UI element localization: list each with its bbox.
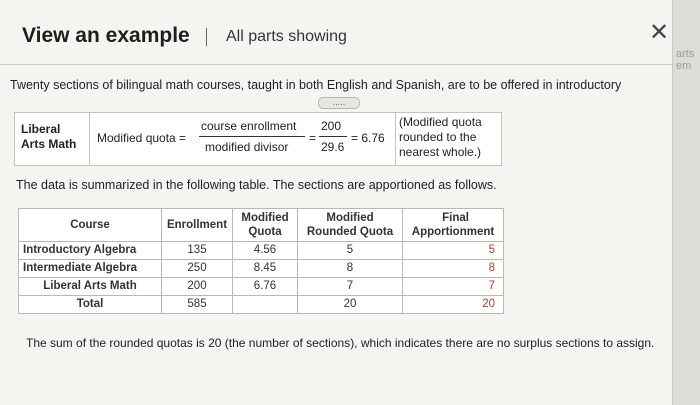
cell-final: 7 <box>403 278 504 296</box>
header-final-line-2: Apportionment <box>411 226 495 238</box>
cell-final: 5 <box>403 242 504 260</box>
cell-quota: 4.56 <box>233 242 298 260</box>
cell-rounded: 8 <box>298 260 403 278</box>
cell-total-enrollment: 585 <box>162 296 233 314</box>
dialog-title: View an example <box>22 24 190 47</box>
cell-course: Introductory Algebra <box>19 242 162 260</box>
cell-quota: 8.45 <box>233 260 298 278</box>
cell-total-rounded: 20 <box>298 296 403 314</box>
quota-course-line-2: Arts Math <box>21 137 77 151</box>
table-total-row <box>19 296 504 314</box>
cell-course: Liberal Arts Math <box>19 278 162 296</box>
peek-line-1: arts <box>676 48 695 60</box>
rounding-note <box>399 115 482 160</box>
note-col-divider <box>395 113 396 165</box>
header-modified-quota-line-1: Modified <box>241 212 289 224</box>
cell-total-final: 20 <box>403 296 504 314</box>
quota-denominator-value: 29.6 <box>321 140 345 154</box>
expand-button[interactable]: ..... <box>318 97 360 109</box>
rounding-note-line-2: rounded to the <box>399 130 477 144</box>
intro-text: Twenty sections of bilingual math courses, taught in both English and Spanish, are to be offered in introductory <box>10 78 622 92</box>
background-peek-text <box>676 48 700 88</box>
table-row <box>19 260 504 278</box>
header-rounded-quota <box>298 209 403 242</box>
quota-example-box <box>14 112 502 166</box>
header-course: Course <box>19 209 162 242</box>
cell-enrollment: 135 <box>162 242 233 260</box>
value-fraction-bar <box>319 136 347 137</box>
close-icon[interactable]: ✕ <box>648 19 670 46</box>
quota-result: = 6.76 <box>351 131 385 145</box>
title-separator <box>206 28 207 46</box>
header-final <box>403 209 504 242</box>
quota-course-label <box>21 122 76 152</box>
fraction-bar <box>199 136 305 137</box>
cell-total-quota <box>233 296 298 314</box>
apportionment-table <box>18 208 504 314</box>
header-rounded-quota-line-2: Rounded Quota <box>306 226 394 238</box>
rounding-note-line-3: nearest whole.) <box>399 145 482 159</box>
cell-rounded: 7 <box>298 278 403 296</box>
header-enrollment: Enrollment <box>162 209 233 242</box>
quota-col-divider <box>89 113 90 165</box>
cell-quota: 6.76 <box>233 278 298 296</box>
cell-final: 8 <box>403 260 504 278</box>
cell-course: Intermediate Algebra <box>19 260 162 278</box>
header-divider <box>0 64 672 65</box>
quota-course-line-1: Liberal <box>21 122 61 136</box>
cell-enrollment: 200 <box>162 278 233 296</box>
table-header-row <box>19 209 504 242</box>
header-rounded-quota-line-1: Modified <box>326 212 374 224</box>
quota-numerator: course enrollment <box>201 119 297 133</box>
quota-formula-label: Modified quota = <box>97 131 187 145</box>
peek-line-2: em <box>676 60 692 72</box>
equals-sign: = <box>309 131 317 145</box>
rounding-note-line-1: (Modified quota <box>399 115 482 129</box>
cell-enrollment: 250 <box>162 260 233 278</box>
dialog-subtitle: All parts showing <box>226 28 347 45</box>
summary-text: The data is summarized in the following table. The sections are apportioned as follows. <box>16 178 497 192</box>
header-final-line-1: Final <box>442 212 469 224</box>
header-modified-quota-line-2: Quota <box>248 226 282 238</box>
footnote-text: The sum of the rounded quotas is 20 (the number of sections), which indicates there are no surplus sections to assign. <box>26 336 655 350</box>
table-row <box>19 278 504 296</box>
header-modified-quota <box>233 209 298 242</box>
quota-denominator: modified divisor <box>205 140 289 154</box>
cell-total-label: Total <box>19 296 162 314</box>
cell-rounded: 5 <box>298 242 403 260</box>
table-row <box>19 242 504 260</box>
quota-numerator-value: 200 <box>321 119 342 133</box>
